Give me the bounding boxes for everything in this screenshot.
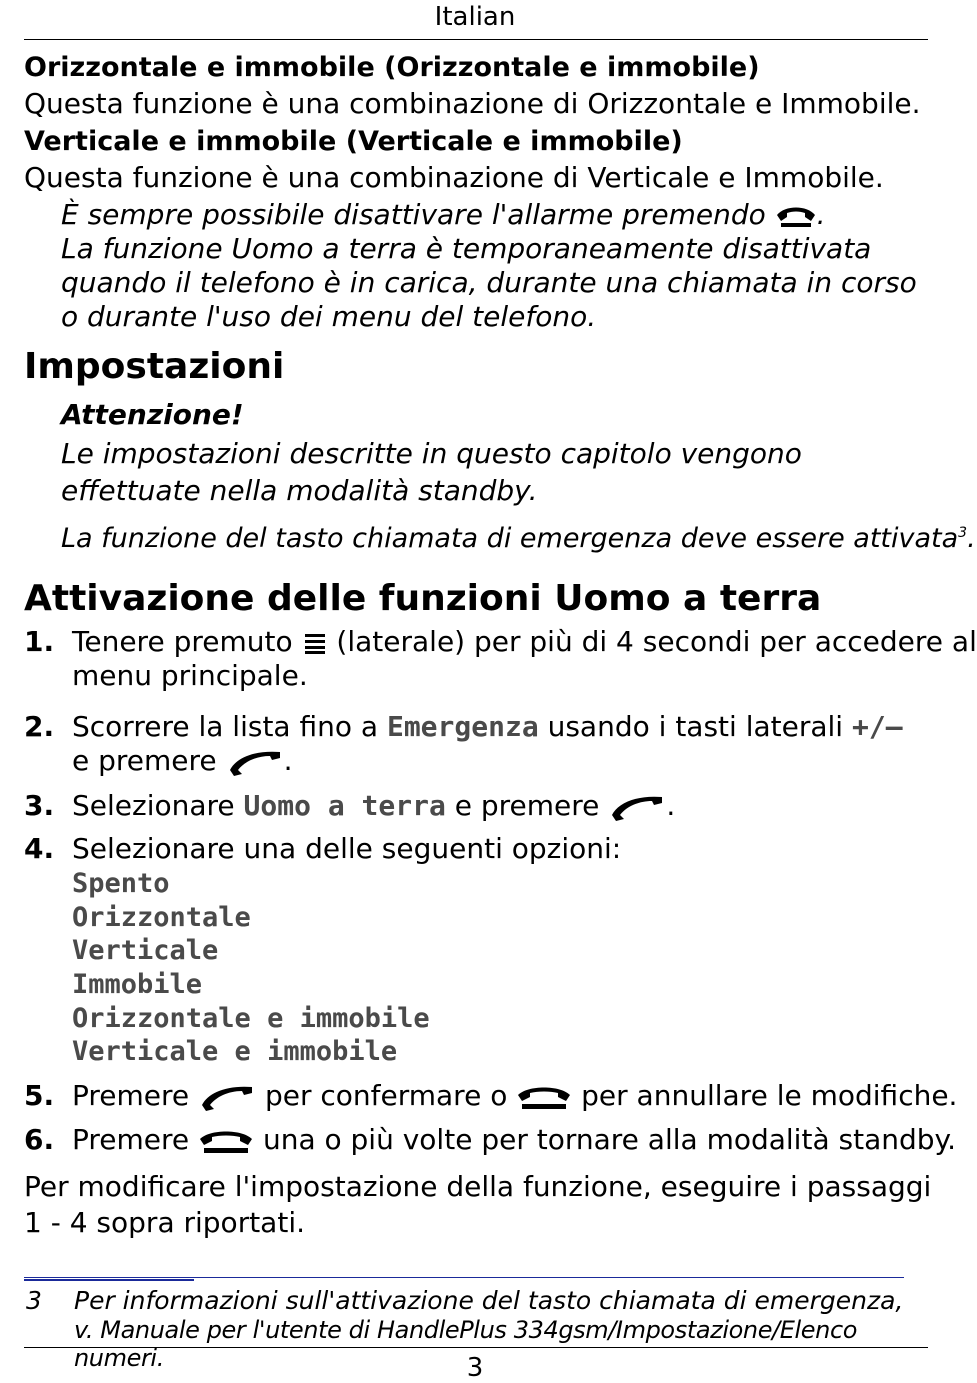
step-6-number: 6. [24, 1123, 55, 1156]
step-6-text-b: una o più volte per tornare alla modalità standby. [262, 1123, 956, 1156]
step-2-text-c: e premere [72, 744, 217, 777]
note-line-1: La funzione Uomo a terra è temporaneamente disattivata [61, 232, 872, 265]
option-orizzontale: Orizzontale [72, 902, 251, 933]
step-2-line-2 [72, 744, 292, 777]
attention-label: Attenzione! [61, 398, 244, 431]
closing-line-1: Per modificare l'impostazione della funzione, eseguire i passaggi [24, 1170, 932, 1203]
heading-verticale-immobile: Verticale e immobile (Verticale e immobile) [24, 126, 683, 157]
text-orizzontale-immobile: Questa funzione è una combinazione di Orizzontale e Immobile. [24, 87, 921, 120]
note-line-2: quando il telefono è in carica, durante una chiamata in corso [61, 266, 917, 299]
step-3-period: . [666, 789, 676, 822]
step-3-number: 3. [24, 789, 55, 822]
step-3-text-b: e premere [454, 789, 600, 822]
closing-line-2: 1 - 4 sopra riportati. [24, 1206, 305, 1239]
step-4-line-1: Selezionare una delle seguenti opzioni: [72, 832, 622, 865]
option-verticale: Verticale [72, 935, 219, 966]
step-1-text-b: (laterale) per più di 4 secondi per accedere al [336, 625, 977, 658]
note-disable-alarm-text: È sempre possibile disattivare l'allarme premendo [61, 198, 766, 231]
step-1-line-1 [72, 625, 977, 658]
step-4-number: 4. [24, 832, 55, 865]
note-disable-alarm [61, 198, 826, 231]
phone-hangup-icon [198, 1127, 254, 1155]
menu-name-emergenza: Emergenza [386, 710, 539, 743]
page-header-language: Italian [434, 2, 516, 32]
text-verticale-immobile: Questa funzione è una combinazione di Verticale e Immobile. [24, 161, 884, 194]
note-disable-alarm-period: . [816, 198, 826, 231]
phone-hangup-icon [516, 1083, 572, 1111]
option-verticale-immobile: Verticale e immobile [72, 1036, 398, 1067]
step-5-text-c: per annullare le modifiche. [581, 1079, 958, 1112]
heading-impostazioni: Impostazioni [24, 346, 285, 387]
step-1-line-2: menu principale. [72, 659, 308, 692]
step-1-number: 1. [24, 625, 55, 658]
step-5-text-a: Premere [72, 1079, 190, 1112]
phone-hangup-icon [775, 203, 817, 229]
step-5-line-1 [72, 1079, 957, 1112]
step-5-text-b: per confermare o [264, 1079, 508, 1112]
attention-line-3 [61, 523, 976, 554]
step-3-text-a: Selezionare [72, 789, 235, 822]
step-5-number: 5. [24, 1079, 55, 1112]
step-2-line-1 [72, 710, 903, 743]
menu-icon [302, 630, 328, 656]
footnote-line-2: v. Manuale per l'utente di HandlePlus 334gsm/Impostazione/Elenco numeri. [74, 1316, 858, 1372]
footnote-rule [24, 1277, 904, 1278]
side-keys: +/– [851, 710, 903, 743]
attention-line-1: Le impostazioni descritte in questo capitolo vengono [61, 437, 802, 470]
heading-orizzontale-immobile: Orizzontale e immobile (Orizzontale e immobile) [24, 52, 760, 83]
step-1-text-a: Tenere premuto [72, 625, 293, 658]
step-6-text-a: Premere [72, 1123, 190, 1156]
attention-line-2: effettuate nella modalità standby. [61, 474, 538, 507]
step-2-period: . [283, 744, 293, 777]
header-rule [24, 39, 928, 40]
page-number: 3 [466, 1353, 484, 1383]
heading-attivazione: Attivazione delle funzioni Uomo a terra [24, 578, 822, 619]
step-3-line-1 [72, 789, 675, 822]
footer-rule [24, 1347, 928, 1348]
step-2-text-b: usando i tasti laterali [547, 710, 844, 743]
option-immobile: Immobile [72, 969, 203, 1000]
footnote-line-1: Per informazioni sull'attivazione del tasto chiamata di emergenza, [74, 1286, 904, 1315]
footnote-ref: 3 [958, 525, 968, 541]
option-orizzontale-immobile: Orizzontale e immobile [72, 1003, 430, 1034]
attention-line-3-text: La funzione del tasto chiamata di emergenza deve essere attivata [61, 523, 959, 554]
phone-call-icon [226, 748, 284, 776]
footnote-number: 3 [26, 1286, 42, 1315]
phone-call-icon [608, 793, 666, 821]
step-2-text-a: Scorrere la lista fino a [72, 710, 379, 743]
note-line-3: o durante l'uso dei menu del telefono. [61, 300, 597, 333]
footnote-short-rule [24, 1279, 194, 1281]
step-2-number: 2. [24, 710, 55, 743]
step-6-line-1 [72, 1123, 956, 1156]
option-spento: Spento [72, 868, 170, 899]
attention-line-3-period: . [967, 523, 976, 554]
phone-call-icon [198, 1083, 256, 1111]
menu-name-uomo-a-terra: Uomo a terra [243, 789, 446, 822]
